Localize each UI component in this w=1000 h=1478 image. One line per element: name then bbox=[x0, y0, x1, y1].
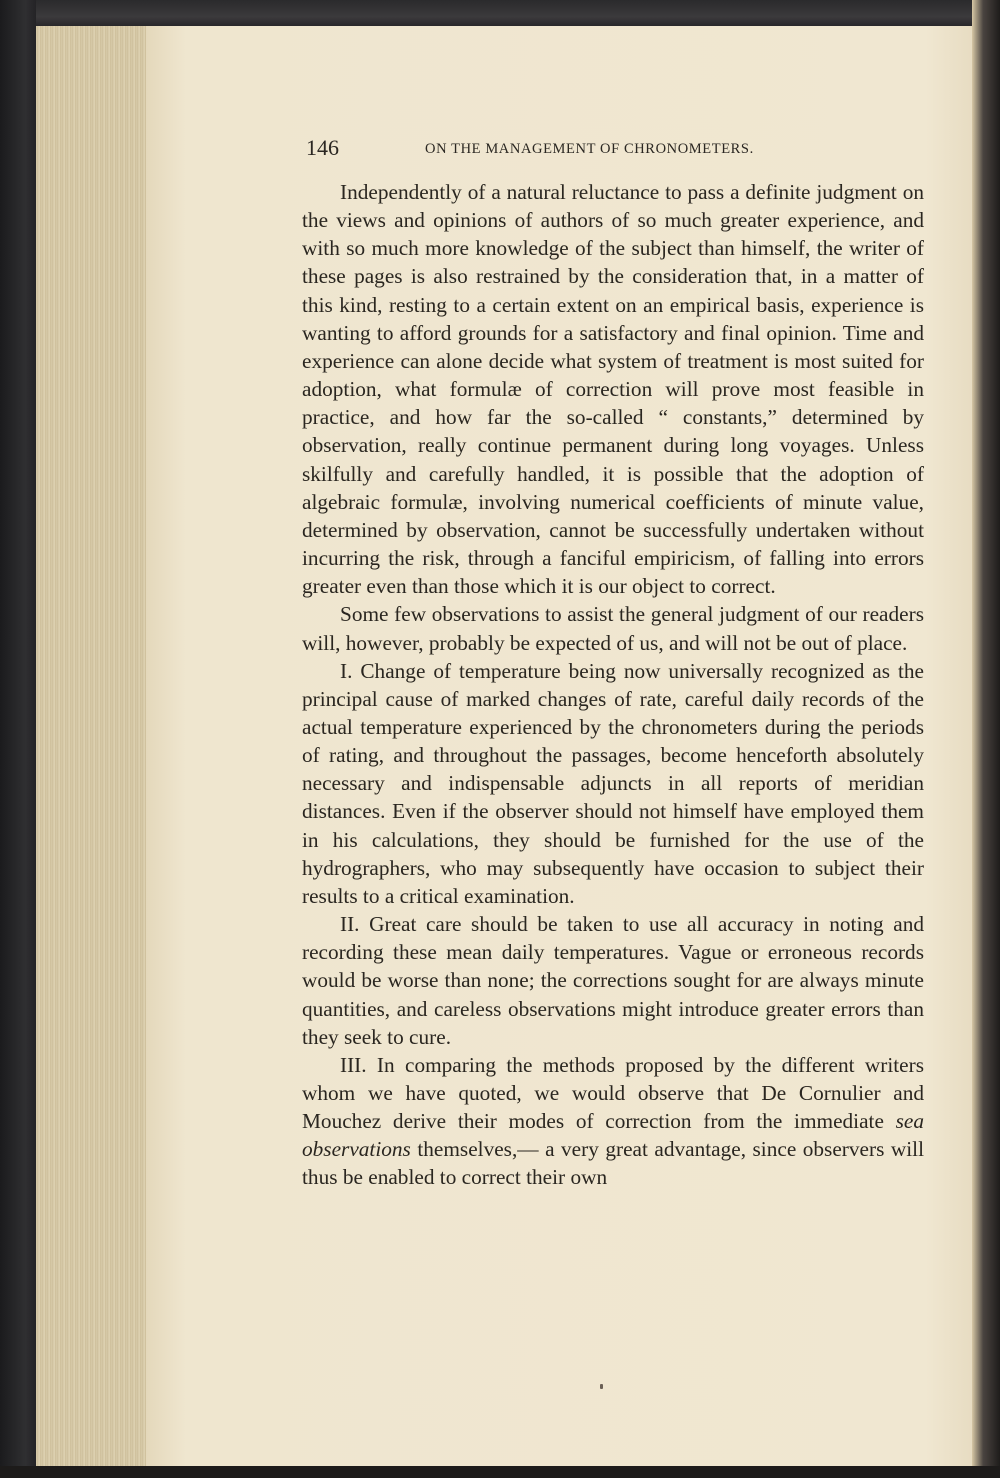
body-text bbox=[302, 178, 924, 1192]
stacked-page-edges bbox=[36, 26, 148, 1466]
ink-speck bbox=[600, 1384, 603, 1389]
paragraph-3: I. Change of temperature being now universally recognized as the principal cause of marked changes of rate, careful daily records of the actual temperature experienced by the chronometers during the periods of rating, and throughout the passages, become henceforth absolutely necessary and indispensable adjuncts in all reports of meridian distances. Even if the observer should not himself have employed them in his calculations, they should be furnished for the use of the hydrographers, who may subsequently have occasion to subject their results to a critical examination. bbox=[302, 658, 924, 908]
paragraph-1: Independently of a natural reluctance to pass a definite judgment on the views and opinions of authors of so much greater experience, and with so much more knowledge of the subject than himself, the writer of these pages is also restrained by the consideration that, in a matter of this kind, resting to a certain extent on an empirical basis, experience is wanting to afford grounds for a satisfactory and final opinion. Time and experience can alone decide what system of treatment is most suited for adoption, what formulæ of correction will prove most feasible in practice, and how far the so-called “ constants,” determined by observation, really continue permanent during long voyages. Unless skilfully and carefully handled, it is possible that the adoption of algebraic formulæ, involving numerical coefficients of minute value, determined by observation, cannot be successfully undertaken without incurring the risk, through a fanciful empiricism, of falling into errors greater even than those which it is our object to correct. bbox=[302, 180, 924, 599]
book-gutter bbox=[972, 0, 1000, 1478]
paragraph-5-start: III. In comparing the methods proposed by the different writers whom we have quoted, we would observe that De Cornulier and Mouchez derive their modes of correction from the immediate bbox=[302, 1052, 924, 1134]
paragraph-2: Some few observations to assist the general judgment of our readers will, however, probably be expected of us, and will not be out of place. bbox=[302, 602, 924, 655]
book-cover-left bbox=[0, 0, 36, 1478]
page-number: 146 bbox=[306, 135, 339, 160]
page-header bbox=[306, 135, 926, 165]
book-bottom-edge bbox=[0, 1466, 1000, 1478]
paragraph-5-end: themselves,— a very great advantage, since observers will thus be enabled to correct their own bbox=[302, 1137, 924, 1190]
paragraph-5-emphasis: sea observations bbox=[302, 1109, 924, 1162]
book-cover-top bbox=[0, 0, 1000, 28]
running-title: ON THE MANAGEMENT OF CHRONOMETERS. bbox=[425, 141, 754, 157]
paragraph-5 bbox=[302, 1051, 924, 1192]
paragraph-4: II. Great care should be taken to use all accuracy in noting and recording these mean daily temperatures. Vague or erroneous records would be worse than none; the corrections sought for are always minute quantities, and careless observations might introduce greater errors than they seek to cure. bbox=[302, 912, 924, 1049]
